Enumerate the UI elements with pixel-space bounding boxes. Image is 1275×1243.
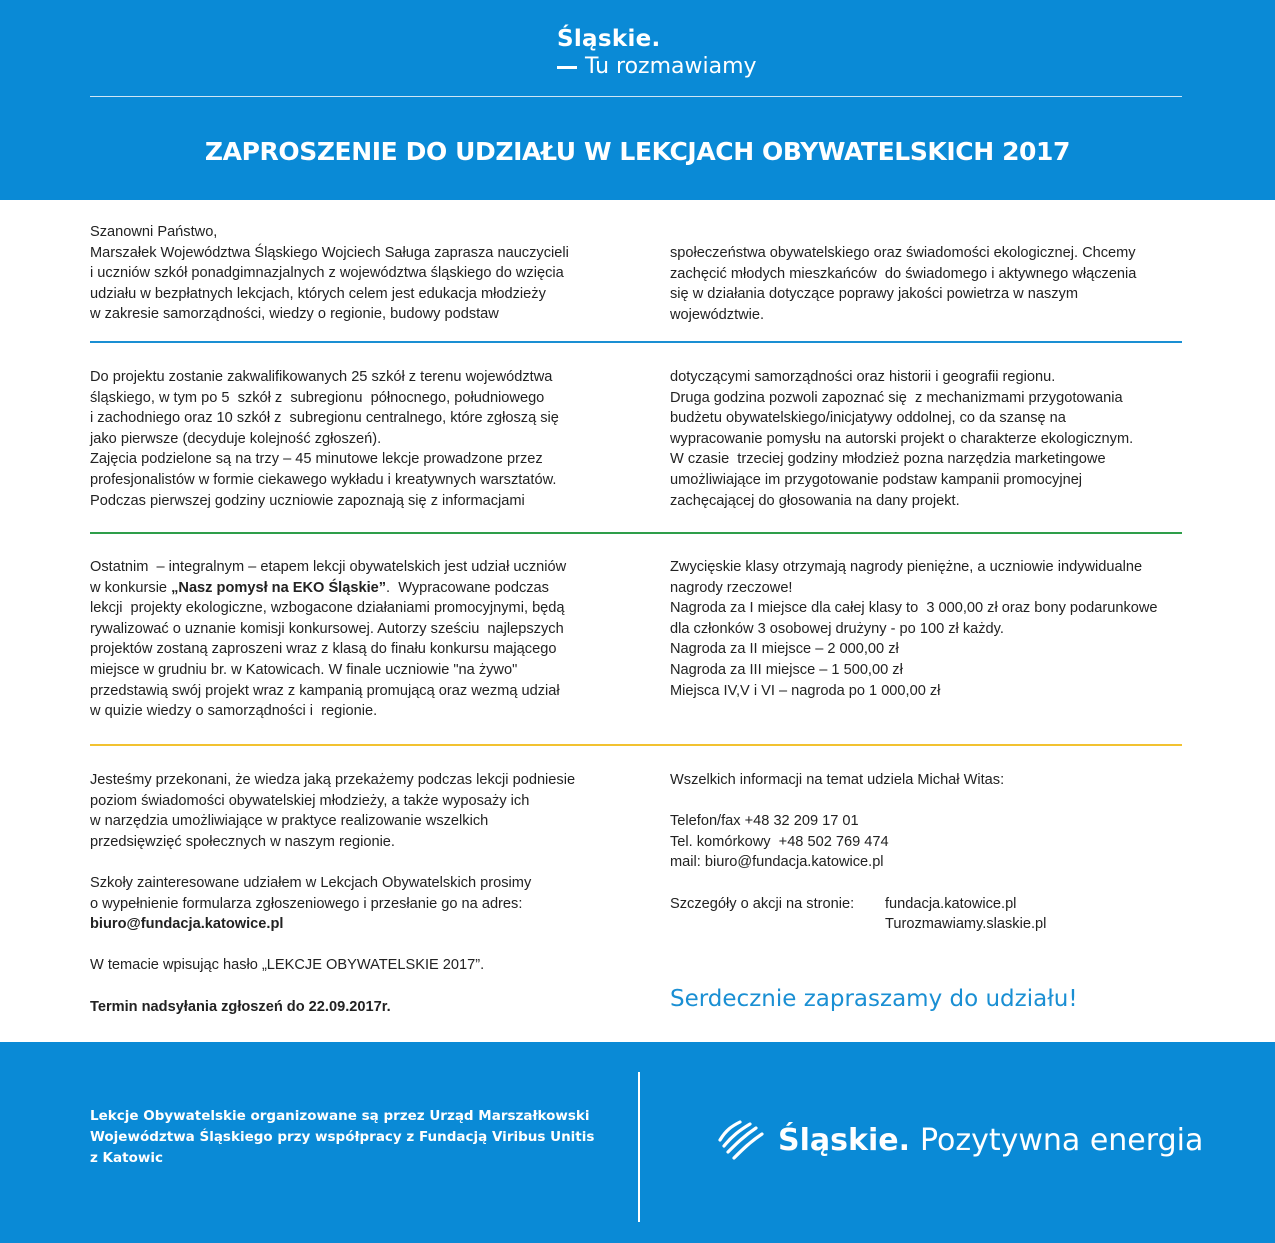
text-line: budżetu obywatelskiego/inicjatywy oddolnej, co da szansę na — [670, 410, 1066, 427]
text-line: o wypełnienie formularza zgłoszeniowego i przesłanie go na adres: — [90, 895, 523, 912]
project-left — [90, 367, 559, 511]
text-line: społeczeństwa obywatelskiego oraz świadomości ekologicznej. Chcemy — [670, 245, 1136, 261]
text-line: Miejsca IV,V i VI – nagroda po 1 000,00 zł — [670, 682, 941, 699]
divider-green — [90, 532, 1182, 534]
text-line: Marszałek Województwa Śląskiego Wojciech Saługa zaprasza nauczycieli — [90, 244, 569, 261]
contact-phone: Telefon/fax +48 32 209 17 01 — [670, 813, 859, 830]
contest-left — [90, 557, 566, 722]
intro-left — [90, 222, 569, 325]
spacer — [90, 852, 575, 873]
prizes-right — [670, 557, 1158, 701]
text-line: poziom świadomości obywatelskiej młodzieży, a także wyposaży ich — [90, 792, 530, 809]
project-right — [670, 367, 1133, 511]
text-line: z Katowic — [90, 1150, 163, 1166]
header-divider — [90, 96, 1182, 97]
text-line: wypracowanie pomysłu na autorski projekt o charakterze ekologicznym. — [670, 430, 1134, 447]
energy-waves-icon — [718, 1120, 764, 1160]
invite-heading: Serdecznie zapraszamy do udziału! — [670, 986, 1078, 1012]
text-line: województwie. — [670, 306, 765, 323]
contact-mail: mail: biuro@fundacja.katowice.pl — [670, 854, 884, 871]
text-line: Szkoły zainteresowane udziałem w Lekcjach Obywatelskich prosimy — [90, 874, 532, 891]
text-line: dla członków 3 osobowej drużyny - po 100 zł każdy. — [670, 620, 1004, 637]
text-line: Zajęcia podzielone są na trzy – 45 minutowe lekcje prowadzone przez — [90, 451, 543, 468]
details-label: Szczegóły o akcji na stronie: — [670, 895, 855, 912]
deadline-text: Termin nadsyłania zgłoszeń do 22.09.2017r. — [90, 998, 391, 1015]
text-line: Nagroda za I miejsce dla całej klasy to 3 000,00 zł oraz bony podarunkowe — [670, 600, 1158, 617]
text-line: przedstawią swój projekt wraz z kampanią promującą oraz wezmą udział — [90, 682, 560, 699]
footer-logo-tagline: Pozytywna energia — [919, 1122, 1204, 1158]
text-line: Nagroda za II miejsce – 2 000,00 zł — [670, 641, 899, 658]
text-line: się w działania dotyczące poprawy jakości powietrza w naszym — [670, 286, 1078, 303]
divider-yellow — [90, 744, 1182, 746]
text-line: Do projektu zostanie zakwalifikowanych 25 szkół z terenu województwa — [90, 369, 553, 385]
logo-tagline-text: Tu rozmawiamy — [585, 54, 757, 79]
slaskie-logo — [557, 25, 757, 81]
text-line: zachęcającej do głosowania na dany projekt. — [670, 492, 960, 509]
deadline — [90, 997, 575, 1018]
text-line — [90, 578, 566, 599]
details-line — [670, 894, 1017, 915]
text-line: dotyczącymi samorządności oraz historii i geografii regionu. — [670, 369, 1056, 385]
text-line: Województwa Śląskiego przy współpracy z Fundacją Viribus Unitis — [90, 1129, 595, 1145]
text-line: Zwycięskie klasy otrzymają nagrody pieniężne, a uczniowie indywidualne — [670, 559, 1143, 575]
spacer — [670, 791, 1004, 812]
text-line: Lekcje Obywatelskie organizowane są przez Urząd Marszałkowski — [90, 1108, 590, 1124]
contact-right — [670, 770, 1047, 935]
text-line: w narzędzia umożliwiające w praktyce realizowanie wszelkich — [90, 813, 489, 830]
text-line: miejsce w grudniu br. w Katowicach. W finale uczniowie "na żywo" — [90, 661, 518, 678]
text-span: . Wypracowane podczas — [386, 579, 549, 596]
footer-logo-name: Śląskie. — [778, 1122, 910, 1158]
text-span: w konkursie — [90, 579, 172, 596]
text-line: profesjonalistów w formie ciekawego wykładu i kreatywnych warsztatów. — [90, 471, 557, 488]
page-title: ZAPROSZENIE DO UDZIAŁU W LEKCJACH OBYWATELSKICH 2017 — [204, 137, 1071, 166]
text-line: zachęcić młodych mieszkańców do świadomego i aktywnego włączenia — [670, 265, 1137, 282]
text-line: lekcji projekty ekologiczne, wzbogacone działaniami promocyjnymi, będą — [90, 600, 565, 617]
text-line: Ostatnim – integralnym – etapem lekcji obywatelskich jest udział uczniów — [90, 559, 567, 575]
text-line: jako pierwsze (decyduje kolejność zgłoszeń). — [90, 430, 382, 447]
text-line: nagrody rzeczowe! — [670, 579, 793, 596]
spacer — [90, 935, 575, 956]
divider-blue — [90, 341, 1182, 343]
text-line: Szanowni Państwo, — [90, 224, 218, 240]
spacer — [90, 976, 575, 997]
text-line: rywalizować o uznanie komisji konkursowej. Autorzy sześciu najlepszych — [90, 620, 564, 637]
text-line: Wszelkich informacji na temat udziela Michał Witas: — [670, 772, 1005, 788]
footer-divider — [638, 1072, 640, 1222]
dash-icon — [557, 66, 577, 69]
footer-organizer-text — [90, 1106, 594, 1169]
logo-name: Śląskie. — [557, 26, 661, 52]
text-line: W temacie wpisując hasło „LEKCJE OBYWATELSKIE 2017”. — [90, 957, 485, 974]
text-line: Podczas pierwszej godziny uczniowie zapoznają się z informacjami — [90, 492, 525, 509]
text-line: W czasie trzeciej godziny młodzież pozna narzędzia marketingowe — [670, 451, 1106, 468]
text-line: Druga godzina pozwoli zapoznać się z mechanizmami przygotowania — [670, 389, 1123, 406]
text-line: w zakresie samorządności, wiedzy o regionie, budowy podstaw — [90, 306, 499, 323]
text-line: w quizie wiedzy o samorządności i regionie. — [90, 703, 378, 720]
closing-left — [90, 770, 575, 1017]
text-line: umożliwiające im przygotowanie podstaw kampanii promocyjnej — [670, 471, 1083, 488]
text-line: Jesteśmy przekonani, że wiedza jaką przekażemy podczas lekcji podniesie — [90, 772, 576, 788]
text-line: udziału w bezpłatnych lekcjach, których celem jest edukacja młodzieży — [90, 285, 546, 302]
text-line: i zachodniego oraz 10 szkół z subregionu centralnego, które zgłoszą się — [90, 410, 559, 427]
email-text[interactable]: biuro@fundacja.katowice.pl — [90, 916, 284, 933]
email-link[interactable] — [90, 914, 575, 935]
spacer — [670, 873, 1004, 894]
details-link[interactable]: fundacja.katowice.pl — [885, 895, 1017, 912]
contact-mobile: Tel. komórkowy +48 502 769 474 — [670, 833, 889, 850]
text-line: śląskiego, w tym po 5 szkół z subregionu północnego, południowego — [90, 389, 545, 406]
text-line: przedsięwzięć społecznych w naszym regionie. — [90, 833, 395, 850]
intro-right — [670, 243, 1136, 325]
text-line: Nagroda za III miejsce – 1 500,00 zł — [670, 661, 903, 678]
text-line: projektów zostaną zaproszeni wraz z klasą do finału konkursu mającego — [90, 641, 557, 658]
logo-tagline — [557, 53, 757, 81]
text-line: i uczniów szkół ponadgimnazjalnych z województwa śląskiego do wzięcia — [90, 265, 564, 282]
contest-name: „Nasz pomysł na EKO Śląskie” — [171, 579, 387, 596]
footer-logo — [718, 1120, 1203, 1160]
details-line — [670, 914, 1047, 935]
details-link[interactable]: Turozmawiamy.slaskie.pl — [885, 916, 1047, 933]
